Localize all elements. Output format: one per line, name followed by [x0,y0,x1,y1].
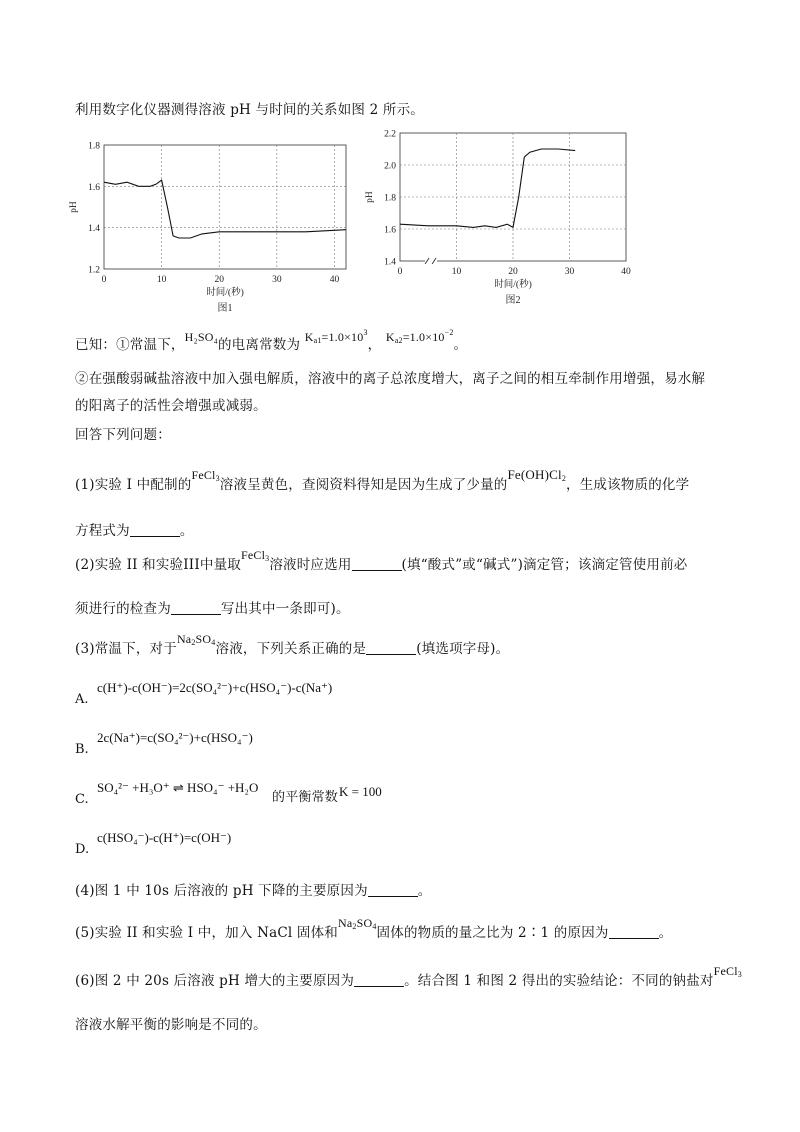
ka2-value: =1.0×10 [402,330,445,344]
q4-text-b: 。 [417,883,432,899]
ka2-symbol: K [385,330,395,344]
q5-text-a: (5)实验 II 和实验 I 中，加入 NaCl 固体和 [75,925,338,941]
y-tick-label: 2.0 [384,161,396,172]
q1-feohcl2: $Fe(OH)Cl_2$ [507,467,567,483]
q4-answer-blank[interactable] [368,884,418,897]
known-end: 。 [453,337,468,353]
h2so4-formula: H₂SO₄ [184,330,218,344]
y-tick-label: 1.8 [384,193,396,204]
question-4 [75,882,431,900]
y-tick-label: 1.8 [88,141,100,152]
ka2-subscript: a2 [394,336,403,345]
figure-2 [360,123,640,319]
ka2-expression [386,330,454,344]
question-2-line-1 [75,548,688,578]
ka1-exponent: 3 [363,328,368,337]
plot-frame [104,145,346,269]
figure-2-plot [360,123,640,315]
figure-1 [62,135,362,319]
option-d-formula: c(HSO₄⁻)-c(H⁺)=c(OH⁻) [97,830,232,845]
question-1-line-1 [75,467,690,498]
known-mid: 的电离常数为 [217,337,301,353]
q2-text-d: 须进行的检查为 [75,601,171,617]
intro-text: 利用数字化仪器测得溶液 pH 与时间的关系如图 2 所示。 [75,102,424,118]
option-c-formula: SO₄²⁻ +H₃O⁺ ⇌ HSO₄⁻ +H₂O [97,780,259,795]
known-line-2: ②在强酸弱碱盐溶液中加入强电解质，溶液中的离子总浓度增大，离子之间的相互牵制作用增强，易水解 [75,371,706,387]
q6-text-a: (6)图 2 中 20s 后溶液 pH 增大的主要原因为 [75,973,355,989]
q4-text-a: (4)图 1 中 10s 后溶液的 pH 下降的主要原因为 [75,883,368,899]
option-a-label: A. [75,692,89,707]
question-6-line-1 [75,964,742,994]
x-tick-label: 40 [329,275,340,285]
q2-text-c: (填“酸式”或“碱式”)滴定管；该滴定管使用前必 [401,557,688,573]
q1-answer-blank[interactable] [130,524,180,537]
y-axis-label: pH [69,201,79,213]
question-2-line-2 [75,600,350,618]
figure-caption: 图1 [217,303,233,314]
y-tick-label: 1.4 [88,224,100,235]
option-b-label: B. [75,742,89,757]
answer-prompt: 回答下列问题： [75,427,171,443]
x-tick-label: 0 [101,275,107,285]
option-a-formula: c(H⁺)-c(OH⁻)=2c(SO₄²⁻)+c(HSO₄⁻)-c(Na⁺) [97,680,333,695]
q3-answer-blank[interactable] [366,642,416,655]
option-c-label: C. [75,792,89,807]
q3-text-a: (3)常温下，对于 [75,641,177,657]
q2-text-b: 溶液时应选用 [269,557,352,573]
q3-text-c: (填选项字母)。 [416,641,510,657]
ka2-exponent: −2 [444,328,454,337]
figure-1-plot [62,135,362,315]
ka1-value: =1.0×10 [321,330,364,344]
q5-answer-blank[interactable] [609,926,659,939]
option-c-suffix: 的平衡常数 [272,790,339,805]
q2-answer-blank-2[interactable] [171,602,221,615]
q3-text-b: 溶液，下列关系正确的是 [215,641,367,657]
y-tick-label: 2.2 [384,129,396,140]
x-tick-label: 40 [621,267,631,277]
question-1-line-2 [75,522,194,540]
ka1-symbol: K [304,330,314,344]
q1-text-e: 。 [179,523,194,539]
q1-text-d: 方程式为 [75,523,130,539]
known-line-1: 已知：①常温下，H₂SO₄的电离常数为 $K_{a1}=1.0\times 10^3$， $K_{a2}=1.0\times 10^{-2}$。 [75,328,468,353]
q2-text-e: 写出其中一条即可)。 [220,601,350,617]
q1-fecl3: FeCl$_3$ [191,468,220,483]
x-tick-label: 30 [272,275,282,285]
ka1-subscript: a1 [313,336,322,345]
x-axis-label: 时间/(秒) [206,288,244,298]
y-tick-label: 1.6 [384,225,396,236]
q6-text-b: 。结合图 1 和图 2 得出的实验结论：不同的钠盐对 [404,973,714,989]
option-c-k: K = 100 [339,784,382,799]
q1-text-c: ，生成该物质的化学 [566,477,690,493]
known-line-3: 的阳离子的活性会增强或减弱。 [75,398,267,414]
q5-text-b: 固体的物质的量之比为 2∶1 的原因为 [376,925,609,941]
ka1-expression [305,330,368,344]
x-axis-label: 时间/(秒) [494,280,532,290]
q1-text-b: 溶液呈黄色，查阅资料得知是因为生成了少量的 [219,477,508,493]
q2-answer-blank-1[interactable] [352,558,402,571]
question-3 [75,632,510,662]
q5-text-c: 。 [658,925,673,941]
y-axis-label: pH [365,191,375,203]
q3-na2so4: $Na_2SO_4$ [176,632,216,647]
y-tick-label: 1.2 [88,265,100,276]
y-tick-label: 1.4 [384,257,396,268]
data-series-line [400,149,575,227]
data-series-line [104,180,346,238]
q5-na2so4: $Na_2SO_4$ [337,916,377,931]
known-prefix: 已知：①常温下， [75,337,185,353]
option-b-formula: 2c(Na⁺)=c(SO₄²⁻)+c(HSO₄⁻) [97,730,253,745]
figure-caption: 图2 [505,295,521,306]
x-tick-label: 30 [564,267,575,277]
y-tick-label: 1.6 [88,182,100,193]
q6-fecl3: FeCl$_3$ [713,964,742,979]
x-tick-label: 10 [451,267,462,277]
q2-fecl3: FeCl$_3$ [240,548,270,563]
x-tick-label: 20 [508,267,518,277]
question-6-line-2: 溶液水解平衡的影响是不同的。 [75,1017,267,1033]
option-d-label: D. [75,842,90,857]
x-tick-label: 20 [214,275,224,285]
q6-answer-blank[interactable] [354,974,404,987]
x-tick-label: 10 [156,275,167,285]
q1-text-a: (1)实验 I 中配制的 [75,477,192,493]
x-tick-label: 0 [397,267,403,277]
q2-text-a: (2)实验 II 和实验III中量取 [75,557,241,573]
question-5 [75,916,673,946]
